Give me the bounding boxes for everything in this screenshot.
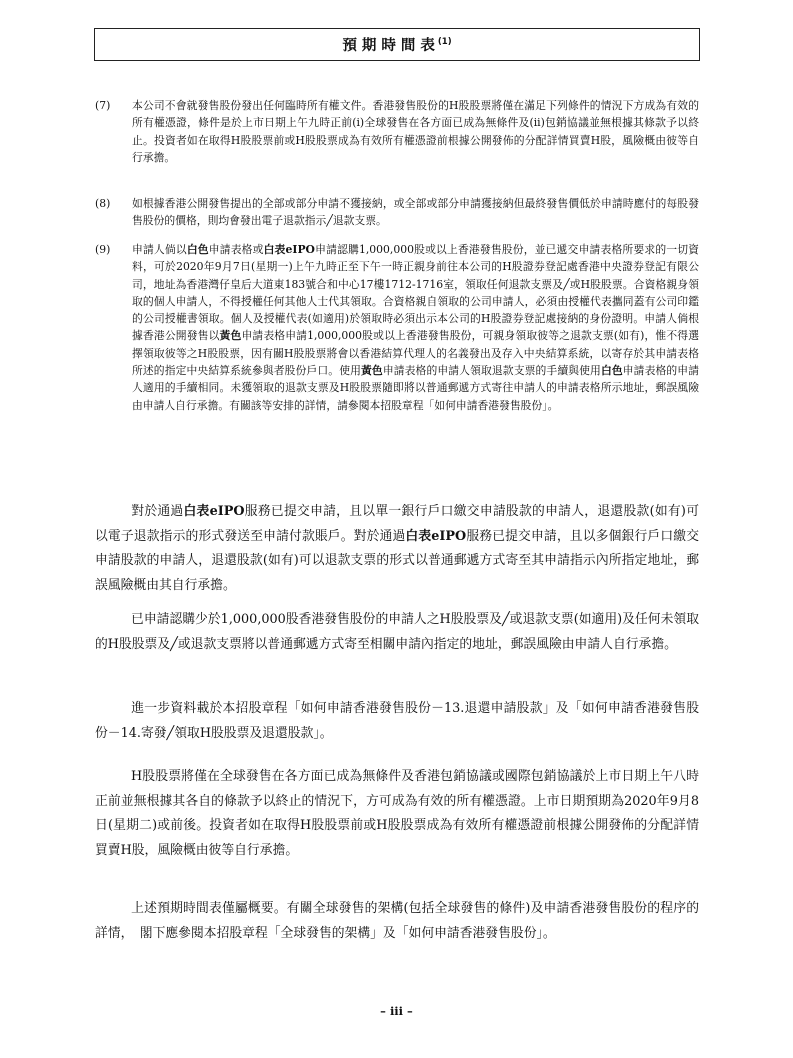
emphasis-white-form-eipo: 白表eIPO <box>183 504 245 519</box>
note-8 <box>95 195 699 230</box>
body-paragraph: 已申請認購少於1,000,000股香港發售股份的申請人之H股股票及╱或退款支票(如適用)及任何未領取的H股股票及╱或退款支票將以普通郵遞方式寄至相關申請內指定的地址，郵誤風險由申請人自行承擔。 <box>95 612 699 652</box>
body-paragraph: 對於通過白表eIPO服務已提交申請，且以單一銀行戶口繳交申請股款的申請人，退還股款(如有)可以電子退款指示的形式發送至申請付款賬戶。對於通過白表eIPO服務已提交申請，且以多個銀行戶口繳交申請股款的申請人，退還股款(如有)可以退款支票的形式以普通郵遞方式寄至其申請指示內所指定地址，郵誤風險概由其自行承擔。 <box>95 504 699 593</box>
page-footer: – iii – <box>380 1004 413 1018</box>
emphasis-white-form: 白色 <box>186 243 209 256</box>
body-paragraph: 上述預期時間表僅屬概要。有關全球發售的架構(包括全球發售的條件)及申請香港發售股份的程序的詳情， 閣下應參閱本招股章程「全球發售的架構」及「如何申請香港發售股份」。 <box>95 901 699 941</box>
emphasis-yellow-form: 黃色 <box>219 329 242 343</box>
note-9 <box>95 241 699 414</box>
body-paragraph: H股股票將僅在全球發售在各方面已成為無條件及香港包銷協議或國際包銷協議於上市日期上午八時正前並無根據其各自的條款予以終止的情況下，方可成為有效的所有權憑證。上市日期預期為2020年9月8日(星期二)或前後。投資者如在取得H股股票前或H股股票成為有效所有權憑證前根據公開發佈的分配詳情買賣H股，風險概由彼等自行承擔。 <box>95 769 699 858</box>
emphasis-white-form: 白色 <box>600 364 623 378</box>
emphasis-yellow-form: 黃色 <box>361 364 383 378</box>
page-title-box <box>94 28 700 61</box>
note-7 <box>95 97 699 166</box>
body-paragraph: 進一步資料載於本招股章程「如何申請香港發售股份－13.退還申請股款」及「如何申請香港發售股份－14.寄發╱領取H股股票及退還股款」。 <box>95 701 699 741</box>
note-number: (7) <box>95 99 111 112</box>
note-text: 本公司不會就發售股份發出任何臨時所有權文件。香港發售股份的H股股票將僅在滿足下列條件的情況下方成為有效的所有權憑證，條件是於上市日期上午九時正前(i)全球發售在各方面已成為無條件及(ii)包銷協議並無根據其條款予以終止。投資者如在取得H股股票前或H股股票成為有效所有權憑證前根據公開發佈的分配詳情買賣H股，風險概由彼等自行承擔。 <box>132 99 699 164</box>
emphasis-white-form-eipo: 白表eIPO <box>263 243 315 256</box>
emphasis-white-form-eipo: 白表eIPO <box>405 528 467 544</box>
note-number: (8) <box>95 197 111 210</box>
note-text: 申請人倘以白色申請表格或白表eIPO申請認購1,000,000股或以上香港發售股份，並已遞交申請表格所要求的一切資料，可於2020年9月7日(星期一)上午九時正至下午一時正親身前往本公司的H股證券登記處香港中央證券登記有限公司，地址為香港灣仔皇后大道東183號合和中心17樓1712-1716室，領取任何退款支票及╱或H股股票。合資格親身領取的個人申請人，不得授權任何其他人士代其領取。合資格親自領取的公司申請人，必須由授權代表攜同蓋有公司印鑑的公司授權書領取。個人及授權代表(如適用)於領取時必須出示本公司的H股證券登記處接納的身份證明。申請人倘根據香港公開發售以黃色申請表格申請1,000,000股或以上香港發售股份，可親身領取彼等之退款支票(如有)，惟不得選擇領取彼等之H股股票，因有關H股股票將會以香港結算代理人的名義發出及存入中央結算系統，以寄存於其申請表格所述的指定中央結算系統參與者股份戶口。使用黃色申請表格的申請人領取退款支票的手續與使用白色申請表格的申請人適用的手續相同。未獲領取的退款支票及H股股票隨即將以普通郵遞方式寄往申請人的申請表格所示地址，郵誤風險由申請人自行承擔。有關該等安排的詳情，請參閱本招股章程「如何申請香港發售股份」。 <box>132 243 700 412</box>
page-title: 預期時間表$^{(1)}$ <box>342 37 452 54</box>
note-number: (9) <box>95 243 111 256</box>
title-footnote-marker: (1) <box>437 37 452 48</box>
note-text: 如根據香港公開發售提出的全部或部分申請不獲接納，或全部或部分申請獲接納但最終發售價低於申請時應付的每股發售股份的價格，則均會發出電子退款指示╱退款支票。 <box>132 197 699 228</box>
page-number: iii <box>389 1004 404 1018</box>
